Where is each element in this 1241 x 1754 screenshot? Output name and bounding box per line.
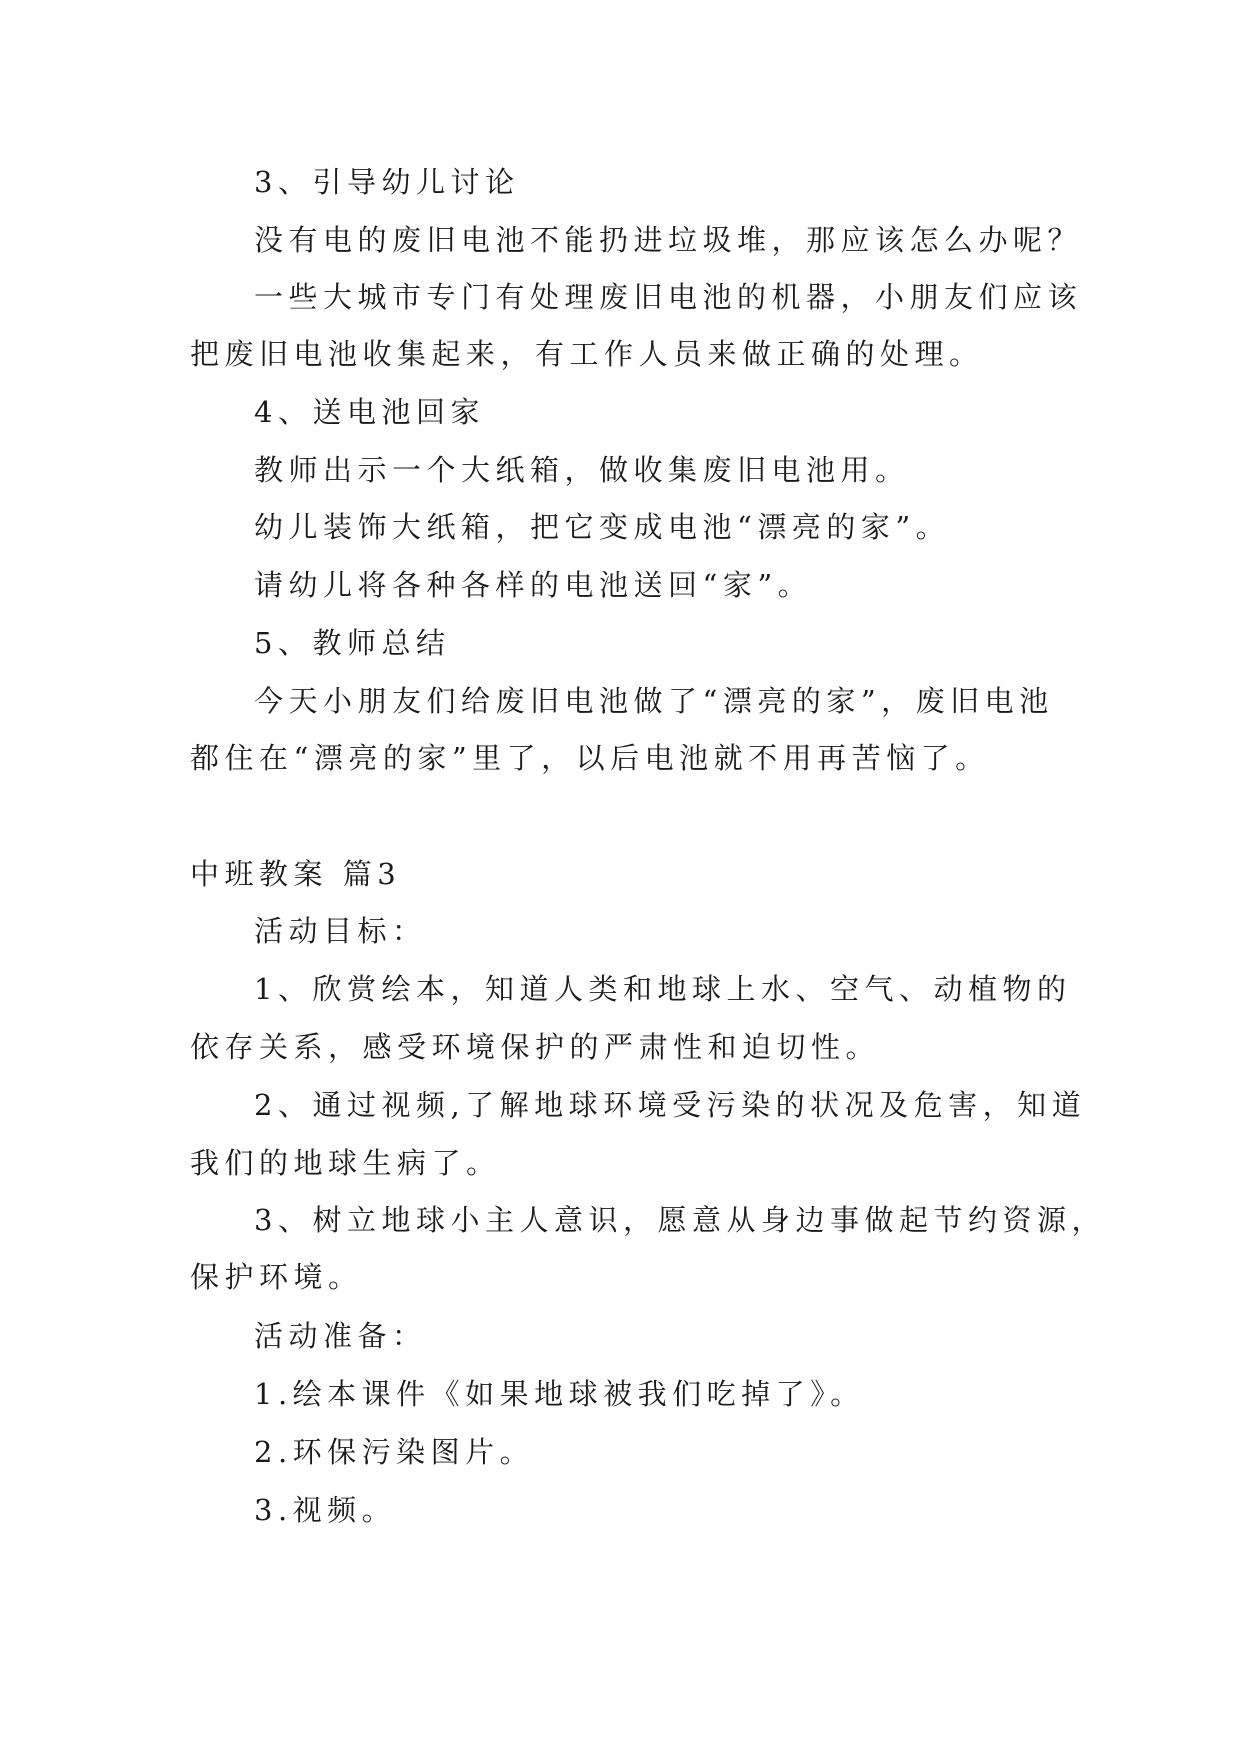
prep-item-1: 1.绘本课件《如果地球被我们吃掉了》。 [254,1377,865,1411]
step4-paragraph-1: 教师出示一个大纸箱，做收集废旧电池用。 [254,453,910,487]
step5-paragraph-line-1: 今天小朋友们给废旧电池做了“漂亮的家”，废旧电池 [254,684,1054,718]
goal-3-line-2: 保护环境。 [190,1260,363,1294]
goals-heading: 活动目标： [254,914,427,948]
prep-item-2: 2.环保污染图片。 [254,1435,535,1469]
goal-1-line-1: 1、欣赏绘本，知道人类和地球上水、空气、动植物的 [254,972,1072,1006]
section-title: 中班教案 篇3 [190,857,402,891]
prep-item-3: 3.视频。 [254,1493,397,1527]
goal-3-line-1: 3、树立地球小主人意识，愿意从身边事做起节约资源， [254,1203,1106,1237]
goal-2-line-1: 2、通过视频,了解地球环境受污染的状况及危害，知道 [254,1088,1087,1122]
step4-heading: 4、送电池回家 [254,395,485,429]
step3-paragraph-1: 没有电的废旧电池不能扔进垃圾堆，那应该怎么办呢？ [254,223,1083,257]
step3-heading: 3、引导幼儿讨论 [254,165,520,199]
goal-2-line-2: 我们的地球生病了。 [190,1146,501,1180]
step5-paragraph-line-2: 都住在“漂亮的家”里了，以后电池就不用再苦恼了。 [190,741,990,775]
goal-1-line-2: 依存关系，感受环境保护的严肃性和迫切性。 [190,1030,881,1064]
step4-paragraph-2: 幼儿装饰大纸箱，把它变成电池“漂亮的家”。 [254,510,951,544]
step3-paragraph-2-line-2: 把废旧电池收集起来，有工作人员来做正确的处理。 [190,337,984,371]
step4-paragraph-3: 请幼儿将各种各样的电池送回“家”。 [254,568,813,602]
step5-heading: 5、教师总结 [254,626,451,660]
step3-paragraph-2-line-1: 一些大城市专门有处理废旧电池的机器，小朋友们应该 [254,280,1083,314]
prep-heading: 活动准备： [254,1319,427,1353]
